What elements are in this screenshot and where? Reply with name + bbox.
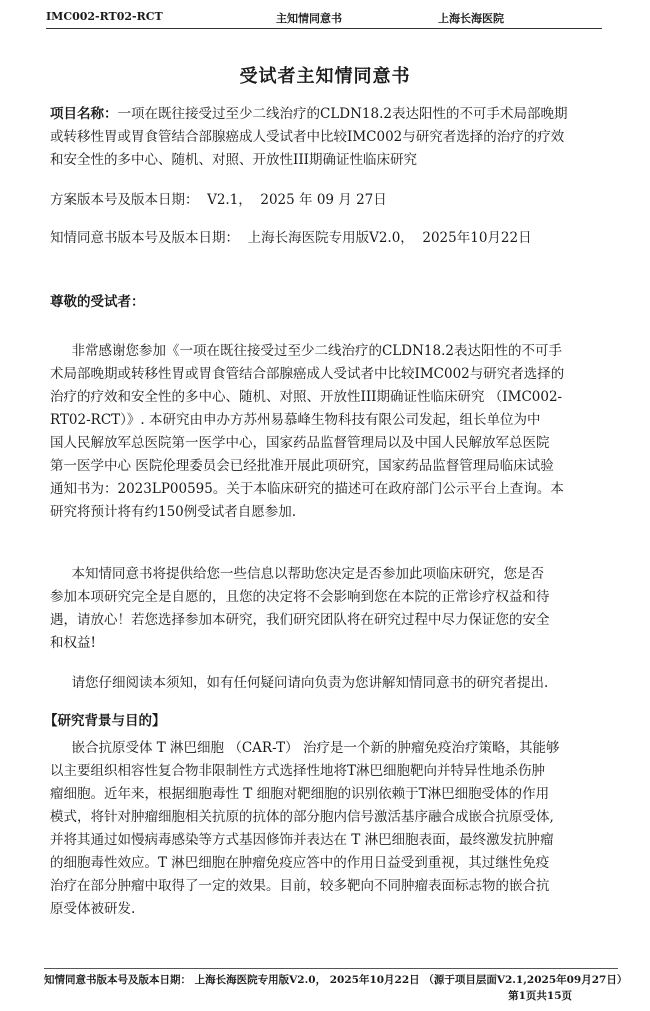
- background-line: 以主要组织相容性复合物非限制性方式选择性地将T淋巴细胞靶向并特异性地杀伤肿: [50, 763, 546, 779]
- info-line: 参加本项研究完全是自愿的，且您的决定将不会影响到您在本院的正常诊疗权益和待: [50, 589, 550, 605]
- background-heading: [44, 710, 604, 733]
- intro-paragraph: [50, 340, 610, 524]
- project-text-1: 一项在既往接受过至少二线治疗的CLDN18.2表达阳性的不可手术局部晚期: [117, 106, 568, 122]
- intro-line: RT02-RCT）》. 本研究由申办方苏州易慕峰生物科技有限公司发起，组长单位为中: [50, 412, 541, 428]
- project-line-1: [50, 103, 610, 126]
- page-header: [46, 0, 602, 29]
- document-title: 受试者主知情同意书: [239, 66, 411, 87]
- greeting: [50, 291, 610, 314]
- intro-line: 治疗的疗效和安全性的多中心、随机、对照、开放性III期确证性临床研究 （IMC002-: [50, 389, 563, 405]
- icf-version-text: 知情同意书版本号及版本日期： 上海长海医院专用版V2.0， 2025年10月22日: [50, 230, 532, 246]
- background-line: 瘤细胞。近年来，根据细胞毒性 T 细胞对靶细胞的识别依赖于T淋巴细胞受体的作用: [50, 786, 550, 802]
- header-study-code: IMC002-RT02-RCT: [46, 10, 163, 23]
- read-notice-text: 请您仔细阅读本须知，如有任何疑问请向负责为您讲解知情同意书的研究者提出.: [50, 675, 549, 691]
- footer-version: 知情同意书版本号及版本日期： 上海长海医院专用版V2.0， 2025年10月22日 （源于项目层面V2.1,2025年09月27日）: [44, 968, 618, 987]
- background-line: 模式，将针对肿瘤细胞相关抗原的抗体的部分胞内信号激活基序融合成嵌合抗原受体,: [50, 809, 554, 825]
- background-heading-text: 【研究背景与目的】: [44, 713, 166, 729]
- info-line: 本知情同意书将提供给您一些信息以帮助您决定是否参加此项临床研究，您是否: [50, 566, 544, 582]
- info-line: 和权益!: [50, 635, 96, 651]
- info-line: 遇，请放心！若您选择参加本研究，我们研究团队将在研究过程中尽力保证您的安全: [50, 612, 550, 628]
- page-footer: [44, 968, 628, 1003]
- intro-line: 第一医学中心 医院伦理委员会已经批准开展此项研究，国家药品监督管理局临床试验: [50, 458, 554, 474]
- background-line: 治疗在部分肿瘤中取得了一定的效果。目前，较多靶向不同肿瘤表面标志物的嵌合抗: [50, 878, 550, 894]
- intro-line: 研究将预计将有约150例受试者自愿参加.: [50, 504, 297, 520]
- intro-line: 国人民解放军总医院第一医学中心，国家药品监督管理局以及中国人民解放军总医院: [50, 435, 550, 451]
- background-line: 并将其通过如慢病毒感染等方式基因修饰并表达在 T 淋巴细胞表面，最终激发抗肿瘤: [50, 832, 554, 848]
- project-label: 项目名称：: [50, 106, 118, 122]
- intro-line: 非常感谢您参加《一项在既往接受过至少二线治疗的CLDN18.2表达阳性的不可手: [50, 343, 562, 359]
- header-hospital: 上海长海医院: [438, 12, 504, 25]
- background-line: 嵌合抗原受体 T 淋巴细胞 （CAR-T） 治疗是一个新的肿瘤免疫治疗策略，其能够: [50, 740, 560, 756]
- intro-line: 通知书为：2023LP00595。关于本临床研究的描述可在政府部门公示平台上查询。本: [50, 481, 564, 497]
- info-paragraph: [50, 563, 610, 655]
- read-notice: [50, 672, 610, 695]
- protocol-version: [50, 189, 610, 212]
- background-line: 的细胞毒性效应。T 淋巴细胞在肿瘤免疫应答中的作用日益受到重视，其过继性免疫: [50, 855, 550, 871]
- intro-line: 术局部晚期或转移性胃或胃食管结合部腺癌成人受试者中比较IMC002与研究者选择的: [50, 366, 565, 382]
- project-line-3: 和安全性的多中心、随机、对照、开放性III期确证性临床研究: [50, 152, 417, 168]
- background-paragraph: [50, 737, 610, 921]
- greeting-text: 尊敬的受试者：: [50, 294, 145, 310]
- page-number: 第1页共15页: [508, 990, 572, 1002]
- project-name-section: [50, 103, 610, 172]
- project-line-2: 或转移性胃或胃食管结合部腺癌成人受试者中比较IMC002与研究者选择的治疗的疗效: [50, 129, 565, 145]
- protocol-version-text: 方案版本号及版本日期： V2.1， 2025 年 09 月 27日: [50, 192, 387, 208]
- background-line: 原受体被研发.: [50, 901, 136, 917]
- icf-version: [50, 227, 610, 250]
- header-doc-type: 主知情同意书: [276, 12, 342, 25]
